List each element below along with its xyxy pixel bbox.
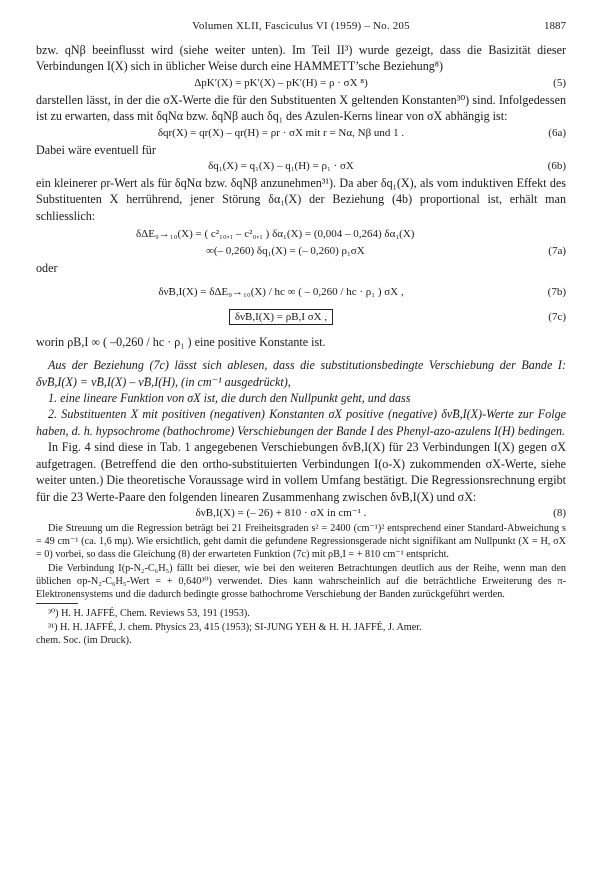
small-paragraph-regression: Die Streuung um die Regression beträgt bei 21 Freiheitsgraden s² = 2400 (cm⁻¹)² entsprechend einer Standard-Abweichung s = 49 cm⁻¹ (ca. 1,6 mμ). Wie ersichtlich, geht damit die gefundene Regressionsgerade nicht signifikant am Nullpunkt (X = H, σX = 0) vorbei, so dass die Gleichung (8) der erwarteten Funktion (7c) mit ρB,I = + 810 cm⁻¹ entspricht. bbox=[36, 522, 566, 561]
running-head: Volumen XLII, Fasciculus VI (1959) – No. 205 bbox=[192, 20, 410, 32]
paragraph-dabei: Dabei wäre eventuell für bbox=[36, 142, 156, 157]
paragraph-substituent-constants: darstellen lässt, in der die σX-Werte die für den Substituenten X geltenden Konstanten³⁰) sind. Infolgedessen ist zu erwarten, dass mit δqNα bzw. δqNβ auch δq₁ des Azulen-Kerns linear von σX abhängig ist: bbox=[36, 92, 566, 124]
footnotes bbox=[36, 607, 566, 648]
equation-7a-line1 bbox=[36, 226, 566, 243]
worin-line: worin ρB,I ∞ ( –0,260 / hc · ρ₁ ) eine positive Konstante ist. bbox=[36, 335, 326, 350]
conclusion-1: 1. eine lineare Funktion von σX ist, die durch den Nullpunkt geht, und dass bbox=[48, 391, 411, 406]
equation-7a-line2 bbox=[36, 243, 566, 260]
small-paragraph-exception: Die Verbindung I(p-N₂-C₆H₅) fällt bei dieser, wie bei den weiteren Betrachtungen deutlich aus der Reihe, wenn man den üblichen σp-N₂-C₆H₅-Wert = + 0,640³⁰) verwendet. Dies kann wahrscheinlich auf die beträchtliche Erweiterung des π-Elektronensystems und die dadurch bedingte grosse bathochrome Verschiebung der Banden zurückgeführt werden. bbox=[36, 562, 566, 600]
equation-7b-body: δν̃B,I(X) = δΔE₉→₁₀(X) / hc ∞ ( – 0,260 / hc · ρ₁ ) σX , bbox=[158, 286, 404, 299]
footnote-31-continued: chem. Soc. (im Druck). bbox=[36, 635, 132, 647]
equation-7a-number: (7a) bbox=[548, 245, 566, 258]
footnote-30: ³⁰) H. H. JAFFÉ, Chem. Reviews 53, 191 (1953). bbox=[48, 608, 250, 620]
paragraph-fig4: In Fig. 4 sind diese in Tab. 1 angegebenen Verschiebungen δνB,I(X) für 23 Verbindungen I(X) gegen σX aufgetragen. (Betreffend die den ortho-substituierten Verbindungen I(o-X) zukommenden σX-Werte, siehe weiter unten.) Die theoretische Voraussage wird in vollem Umfang bestätigt. Die Regressionsrechnung ergibt für die 23 Werte-Paare den folgenden linearen Zusammenhang zwischen δν̃B,I(X) und σX: bbox=[36, 440, 566, 504]
equation-5-number: (5) bbox=[553, 76, 566, 89]
equation-7b bbox=[36, 277, 566, 307]
equation-7c-boxed: δν̃B,I(X) = ρB,I σX , bbox=[229, 309, 333, 325]
equation-7b-number: (7b) bbox=[547, 286, 566, 299]
equation-7c bbox=[36, 307, 566, 327]
running-header bbox=[36, 20, 566, 42]
equation-5-body: ΔpK′(X) = pK′(X) – pK′(H) = ρ · σX ⁸) bbox=[194, 76, 368, 89]
oder-text: oder bbox=[36, 261, 58, 276]
italic-conclusions bbox=[36, 357, 566, 439]
equation-6b-body: δq₁(X) = q₁(X) – q₁(H) = ρ₁ · σX bbox=[208, 160, 354, 173]
conclusion-intro: Aus der Beziehung (7c) lässt sich ablesen, dass die substitutionsbedingte Verschiebung der Bande I: δν̃B,I(X) = ν̃B,I(X) – ν̃B,I(H), (in cm⁻¹ ausgedrückt), bbox=[36, 358, 566, 389]
equation-6b bbox=[36, 158, 566, 175]
conclusion-2: 2. Substituenten X mit positiven (negativen) Konstanten σX positive (negative) δν̃B,I(X)-Werte zur Folge haben, d. h. hypsochrome (bathochrome) Verschiebungen der Bande I des Phenyl-azo-azulens I(H) bedingen. bbox=[36, 407, 566, 438]
equation-6a-number: (6a) bbox=[548, 126, 566, 139]
paragraph-rho-value: ein kleinerer ρr-Wert als für δqNα bzw. δqNβ anzunehmen³¹). Da aber δq₁(X), als vom induktiven Effekt des Substituenten X herrührend, jener Störung δα₁(X) der Beziehung (4b) proportional ist, erhält man schliesslich: bbox=[36, 176, 566, 223]
journal-page bbox=[36, 20, 566, 648]
equation-5 bbox=[36, 75, 566, 92]
equation-7a-first-line: δΔE₉→₁₀(X) = ( c²₁₀,₁ – c²₀,₁ ) δα₁(X) = (0,004 – 0,264) δα₁(X) bbox=[136, 228, 415, 241]
footnote-rule bbox=[36, 603, 78, 604]
equation-8 bbox=[36, 505, 566, 522]
small-print bbox=[36, 522, 566, 601]
page-number: 1887 bbox=[544, 20, 566, 32]
equation-6b-number: (6b) bbox=[547, 160, 566, 173]
footnote-31: ³¹) H. H. JAFFÉ, J. chem. Physics 23, 415 (1953); SI-JUNG YEH & H. H. JAFFÉ, J. Amer. bbox=[48, 621, 422, 633]
equation-7a-second-line: ∞(– 0,260) δq₁(X) = (– 0,260) ρ₁σX bbox=[206, 245, 365, 258]
equation-8-body: δν̃B,I(X) = (– 26) + 810 · σX in cm⁻¹ . bbox=[195, 506, 367, 519]
equation-7c-number: (7c) bbox=[548, 311, 566, 324]
paragraph-intro: bzw. qNβ beeinflusst wird (siehe weiter unten). Im Teil II³) wurde gezeigt, dass die Basizität dieser Verbindungen I(X) sich in üblicher Weise durch eine HAMMETT’sche Beziehung⁸) bbox=[36, 43, 566, 74]
equation-8-number: (8) bbox=[553, 506, 566, 519]
equation-6a-body: δqr(X) = qr(X) – qr(H) = ρr · σX mit r = Nα, Nβ und 1 . bbox=[157, 126, 405, 139]
equation-6a bbox=[36, 125, 566, 142]
